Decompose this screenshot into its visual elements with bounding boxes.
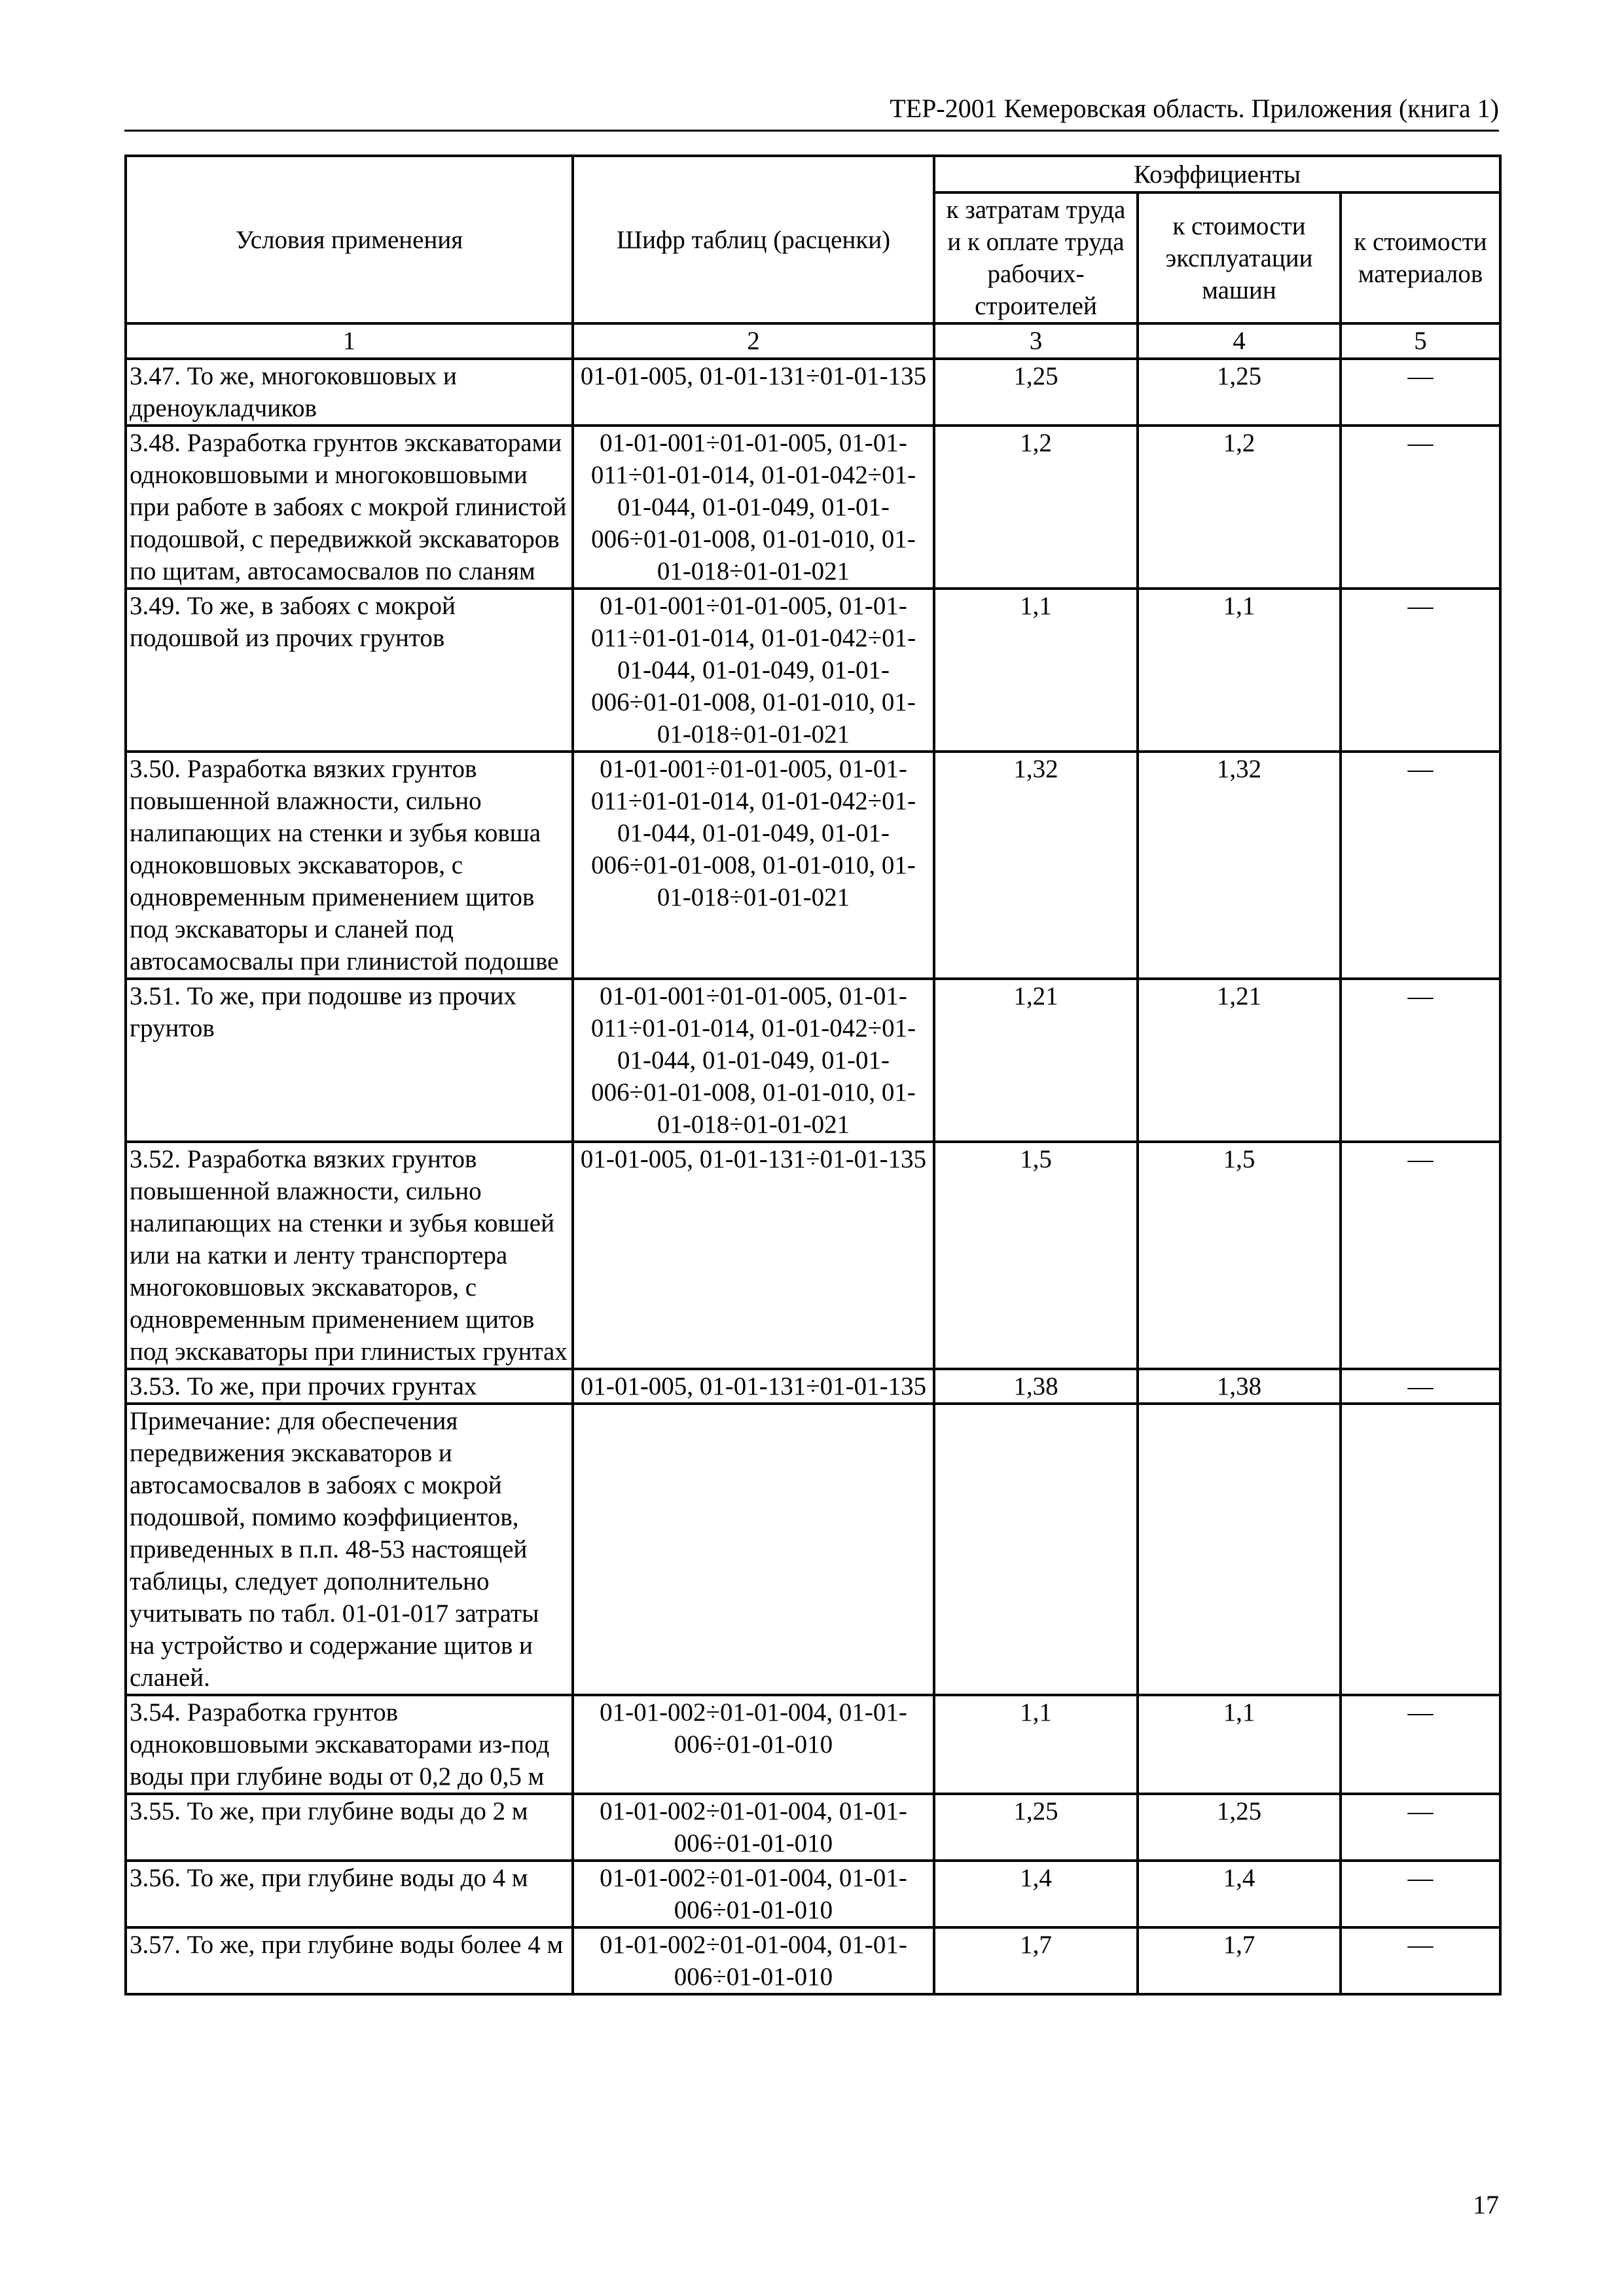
row-code: 01-01-002÷01-01-004, 01-01-006÷01-01-010 xyxy=(573,1794,934,1861)
row-condition: 3.48. Разработка грунтов экскаваторами одноковшовыми и многоковшовыми при работе в забоях с мокрой глинистой подошвой, с передвижкой экскаваторов по щитам, автосамосвалов по сланям xyxy=(126,426,573,589)
row-labor-coefficient: 1,32 xyxy=(934,752,1138,979)
row-materials-coefficient: — xyxy=(1341,426,1500,589)
row-code: 01-01-001÷01-01-005, 01-01-011÷01-01-014, 01-01-042÷01-01-044, 01-01-049, 01-01-006÷01-01-008, 01-01-010, 01-01-018÷01-01-021 xyxy=(573,426,934,589)
row-condition: 3.51. То же, при подошве из прочих грунтов xyxy=(126,979,573,1142)
coefficients-table xyxy=(124,155,1502,1995)
column-number: 4 xyxy=(1138,323,1341,359)
row-condition: 3.56. То же, при глубине воды до 4 м xyxy=(126,1861,573,1927)
row-condition: 3.55. То же, при глубине воды до 2 м xyxy=(126,1794,573,1861)
row-code: 01-01-005, 01-01-131÷01-01-135 xyxy=(573,359,934,426)
header-coefficients: Коэффициенты xyxy=(934,156,1500,192)
table-row xyxy=(126,359,1500,426)
row-materials-coefficient: — xyxy=(1341,1695,1500,1794)
row-condition: Примечание: для обеспечения передвижения экскаваторов и автосамосвалов в забоях с мокрой подошвой, помимо коэффициентов, приведенных в п.п. 48-53 настоящей таблицы, следует дополнительно учитывать по табл. 01-01-017 затраты на устройство и содержание щитов и сланей. xyxy=(126,1404,573,1695)
row-condition: 3.52. Разработка вязких грунтов повышенной влажности, сильно налипающих на стенки и зубья ковшей или на катки и ленту транспортера многоковшовых экскаваторов, с одновременным применением щитов под экскаваторы при глинистых грунтах xyxy=(126,1142,573,1369)
row-materials-coefficient: — xyxy=(1341,1927,1500,1994)
row-labor-coefficient: 1,25 xyxy=(934,1794,1138,1861)
table-row xyxy=(126,1794,1500,1861)
row-materials-coefficient: — xyxy=(1341,752,1500,979)
header-labor: к затратам труда и к оплате труда рабочих-строителей xyxy=(934,192,1138,323)
row-materials-coefficient: — xyxy=(1341,979,1500,1142)
row-machines-coefficient: 1,25 xyxy=(1138,359,1341,426)
row-condition: 3.47. То же, многоковшовых и дреноукладчиков xyxy=(126,359,573,426)
table-row xyxy=(126,426,1500,589)
row-code: 01-01-005, 01-01-131÷01-01-135 xyxy=(573,1142,934,1369)
header-materials: к стоимости материалов xyxy=(1341,192,1500,323)
table-row xyxy=(126,1404,1500,1695)
running-header: ТЕР-2001 Кемеровская область. Приложения (книга 1) xyxy=(890,94,1499,123)
column-number: 1 xyxy=(126,323,573,359)
row-machines-coefficient: 1,4 xyxy=(1138,1861,1341,1927)
row-code: 01-01-005, 01-01-131÷01-01-135 xyxy=(573,1369,934,1404)
column-number: 5 xyxy=(1341,323,1500,359)
header-conditions: Условия применения xyxy=(126,156,573,323)
row-labor-coefficient xyxy=(934,1404,1138,1695)
row-labor-coefficient: 1,1 xyxy=(934,589,1138,752)
table-row xyxy=(126,589,1500,752)
table-row xyxy=(126,1369,1500,1404)
row-materials-coefficient: — xyxy=(1341,359,1500,426)
row-code xyxy=(573,1404,934,1695)
row-labor-coefficient: 1,38 xyxy=(934,1369,1138,1404)
row-materials-coefficient: — xyxy=(1341,1861,1500,1927)
row-labor-coefficient: 1,21 xyxy=(934,979,1138,1142)
row-machines-coefficient: 1,32 xyxy=(1138,752,1341,979)
row-materials-coefficient xyxy=(1341,1404,1500,1695)
table-row xyxy=(126,1861,1500,1927)
row-materials-coefficient: — xyxy=(1341,1794,1500,1861)
row-code: 01-01-001÷01-01-005, 01-01-011÷01-01-014, 01-01-042÷01-01-044, 01-01-049, 01-01-006÷01-01-008, 01-01-010, 01-01-018÷01-01-021 xyxy=(573,589,934,752)
row-labor-coefficient: 1,1 xyxy=(934,1695,1138,1794)
row-machines-coefficient: 1,21 xyxy=(1138,979,1341,1142)
row-labor-coefficient: 1,5 xyxy=(934,1142,1138,1369)
table-row xyxy=(126,1927,1500,1994)
table-row xyxy=(126,979,1500,1142)
row-labor-coefficient: 1,4 xyxy=(934,1861,1138,1927)
row-condition: 3.54. Разработка грунтов одноковшовыми экскаваторами из-под воды при глубине воды от 0,2 до 0,5 м xyxy=(126,1695,573,1794)
row-condition: 3.57. То же, при глубине воды более 4 м xyxy=(126,1927,573,1994)
row-code: 01-01-001÷01-01-005, 01-01-011÷01-01-014, 01-01-042÷01-01-044, 01-01-049, 01-01-006÷01-01-008, 01-01-010, 01-01-018÷01-01-021 xyxy=(573,979,934,1142)
row-machines-coefficient: 1,38 xyxy=(1138,1369,1341,1404)
row-labor-coefficient: 1,7 xyxy=(934,1927,1138,1994)
row-machines-coefficient: 1,1 xyxy=(1138,1695,1341,1794)
row-machines-coefficient: 1,5 xyxy=(1138,1142,1341,1369)
header-rule xyxy=(124,130,1499,132)
row-condition: 3.53. То же, при прочих грунтах xyxy=(126,1369,573,1404)
table-row xyxy=(126,752,1500,979)
table-body xyxy=(126,323,1500,1994)
header-code: Шифр таблиц (расценки) xyxy=(573,156,934,323)
row-code: 01-01-002÷01-01-004, 01-01-006÷01-01-010 xyxy=(573,1861,934,1927)
row-materials-coefficient: — xyxy=(1341,1142,1500,1369)
row-code: 01-01-002÷01-01-004, 01-01-006÷01-01-010 xyxy=(573,1695,934,1794)
row-condition: 3.50. Разработка вязких грунтов повышенной влажности, сильно налипающих на стенки и зубья ковша одноковшовых экскаваторов, с одновременным применением щитов под экскаваторы и сланей под автосамосвалы при глинистой подошве xyxy=(126,752,573,979)
row-materials-coefficient: — xyxy=(1341,1369,1500,1404)
row-materials-coefficient: — xyxy=(1341,589,1500,752)
row-machines-coefficient: 1,1 xyxy=(1138,589,1341,752)
row-code: 01-01-001÷01-01-005, 01-01-011÷01-01-014, 01-01-042÷01-01-044, 01-01-049, 01-01-006÷01-01-008, 01-01-010, 01-01-018÷01-01-021 xyxy=(573,752,934,979)
page-number: 17 xyxy=(1473,2190,1499,2219)
column-number: 2 xyxy=(573,323,934,359)
row-machines-coefficient: 1,25 xyxy=(1138,1794,1341,1861)
row-machines-coefficient: 1,7 xyxy=(1138,1927,1341,1994)
table-row xyxy=(126,1695,1500,1794)
row-labor-coefficient: 1,2 xyxy=(934,426,1138,589)
column-number-row xyxy=(126,323,1500,359)
row-condition: 3.49. То же, в забоях с мокрой подошвой из прочих грунтов xyxy=(126,589,573,752)
row-machines-coefficient xyxy=(1138,1404,1341,1695)
row-code: 01-01-002÷01-01-004, 01-01-006÷01-01-010 xyxy=(573,1927,934,1994)
table-row xyxy=(126,1142,1500,1369)
row-labor-coefficient: 1,25 xyxy=(934,359,1138,426)
row-machines-coefficient: 1,2 xyxy=(1138,426,1341,589)
header-machines: к стоимости эксплуатации машин xyxy=(1138,192,1341,323)
column-number: 3 xyxy=(934,323,1138,359)
